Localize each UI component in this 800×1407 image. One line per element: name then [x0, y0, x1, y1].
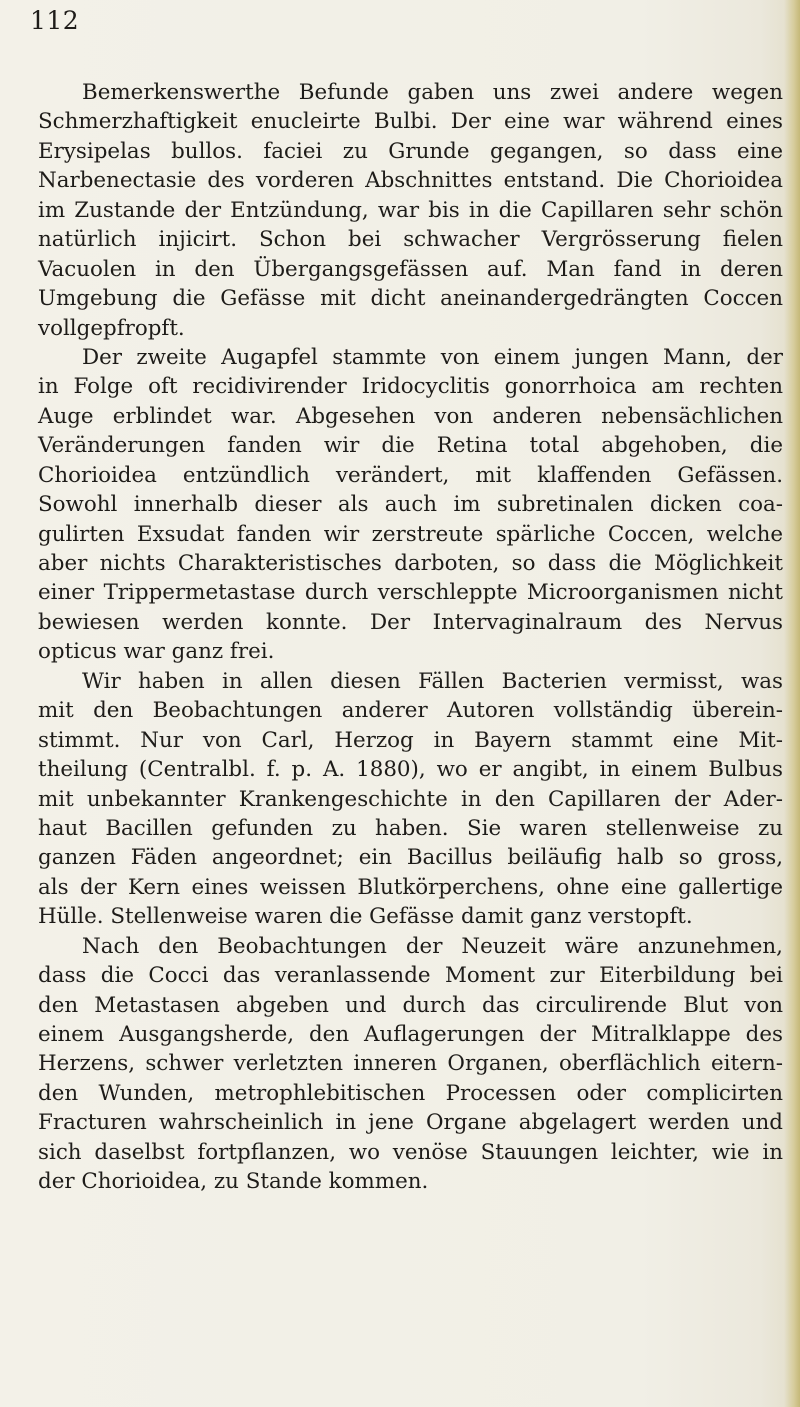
text-line: einer Trippermetastase durch verschleppte Microorganismen nicht	[38, 580, 783, 606]
body-text	[38, 78, 783, 1197]
text-line: Hülle. Stellenweise waren die Gefässe damit ganz verstopft.	[38, 904, 693, 930]
text-line: haut Bacillen gefunden zu haben. Sie waren stellenweise zu	[38, 815, 783, 841]
text-line: Bemerkenswerthe Befunde gaben uns zwei andere wegen	[82, 80, 783, 105]
text-line: mit unbekannter Krankengeschichte in den Capillaren der Ader-	[38, 786, 783, 812]
text-line: Sowohl innerhalb dieser als auch im subretinalen dicken coa-	[38, 492, 783, 518]
text-line: als der Kern eines weissen Blutkörperchens, ohne eine gallertige	[38, 874, 783, 900]
text-line: einem Ausgangsherde, den Auflagerungen der Mitralklappe des	[38, 1022, 783, 1047]
text-line: mit den Beobachtungen anderer Autoren vollständig überein-	[38, 698, 783, 724]
text-line: stimmt. Nur von Carl, Herzog in Bayern stammt eine Mit-	[38, 727, 783, 753]
text-line: in Folge oft recidivirender Iridocyclitis gonorrhoica am rechten	[38, 374, 783, 400]
text-line: Herzens, schwer verletzten inneren Organen, oberflächlich eitern-	[38, 1051, 783, 1077]
text-line: Der zweite Augapfel stammte von einem jungen Mann, der	[82, 344, 783, 370]
text-line: natürlich injicirt. Schon bei schwacher Vergrösserung fielen	[38, 227, 783, 253]
text-line: opticus war ganz frei.	[38, 639, 275, 665]
text-line: im Zustande der Entzündung, war bis in die Capillaren sehr schön	[38, 197, 783, 223]
text-line: der Chorioidea, zu Stande kommen.	[38, 1169, 429, 1195]
page-edge-discoloration	[784, 0, 800, 1407]
text-line: Fracturen wahrscheinlich in jene Organe abgelagert werden und	[38, 1110, 783, 1136]
text-line: Auge erblindet war. Abgesehen von anderen nebensächlichen	[38, 403, 783, 429]
text-line: theilung (Centralbl. f. p. A. 1880), wo er angibt, in einem Bulbus	[38, 757, 783, 783]
text-line: dass die Cocci das veranlassende Moment zur Eiterbildung bei	[38, 963, 783, 989]
text-line: Veränderungen fanden wir die Retina total abgehoben, die	[38, 433, 783, 459]
page-number: 112	[30, 6, 80, 35]
text-line: ganzen Fäden angeordnet; ein Bacillus beiläufig halb so gross,	[38, 845, 783, 871]
text-line: bewiesen werden konnte. Der Intervaginalraum des Nervus	[38, 609, 783, 635]
text-line: Erysipelas bullos. faciei zu Grunde gegangen, so dass eine	[38, 138, 783, 164]
text-line: vollgepfropft.	[38, 315, 185, 341]
text-line: aber nichts Charakteristisches darboten, so dass die Möglichkeit	[38, 551, 783, 576]
text-line: Chorioidea entzündlich verändert, mit klaffenden Gefässen.	[38, 462, 783, 488]
text-line: Wir haben in allen diesen Fällen Bacterien vermisst, was	[82, 668, 783, 694]
text-line: Schmerzhaftigkeit enucleirte Bulbi. Der eine war während eines	[38, 109, 783, 135]
text-line: Narbenectasie des vorderen Abschnittes entstand. Die Chorioidea	[38, 168, 783, 194]
text-line: den Metastasen abgeben und durch das circulirende Blut von	[38, 992, 783, 1018]
text-line: gulirten Exsudat fanden wir zerstreute spärliche Coccen, welche	[38, 521, 783, 547]
text-line: den Wunden, metrophlebitischen Processen oder complicirten	[38, 1080, 783, 1106]
text-line: Vacuolen in den Übergangsgefässen auf. Man fand in deren	[38, 256, 783, 282]
text-line: sich daselbst fortpflanzen, wo venöse Stauungen leichter, wie in	[38, 1139, 783, 1165]
text-line: Umgebung die Gefässe mit dicht aneinandergedrängten Coccen	[38, 286, 783, 312]
text-line: Nach den Beobachtungen der Neuzeit wäre anzunehmen,	[82, 933, 783, 959]
